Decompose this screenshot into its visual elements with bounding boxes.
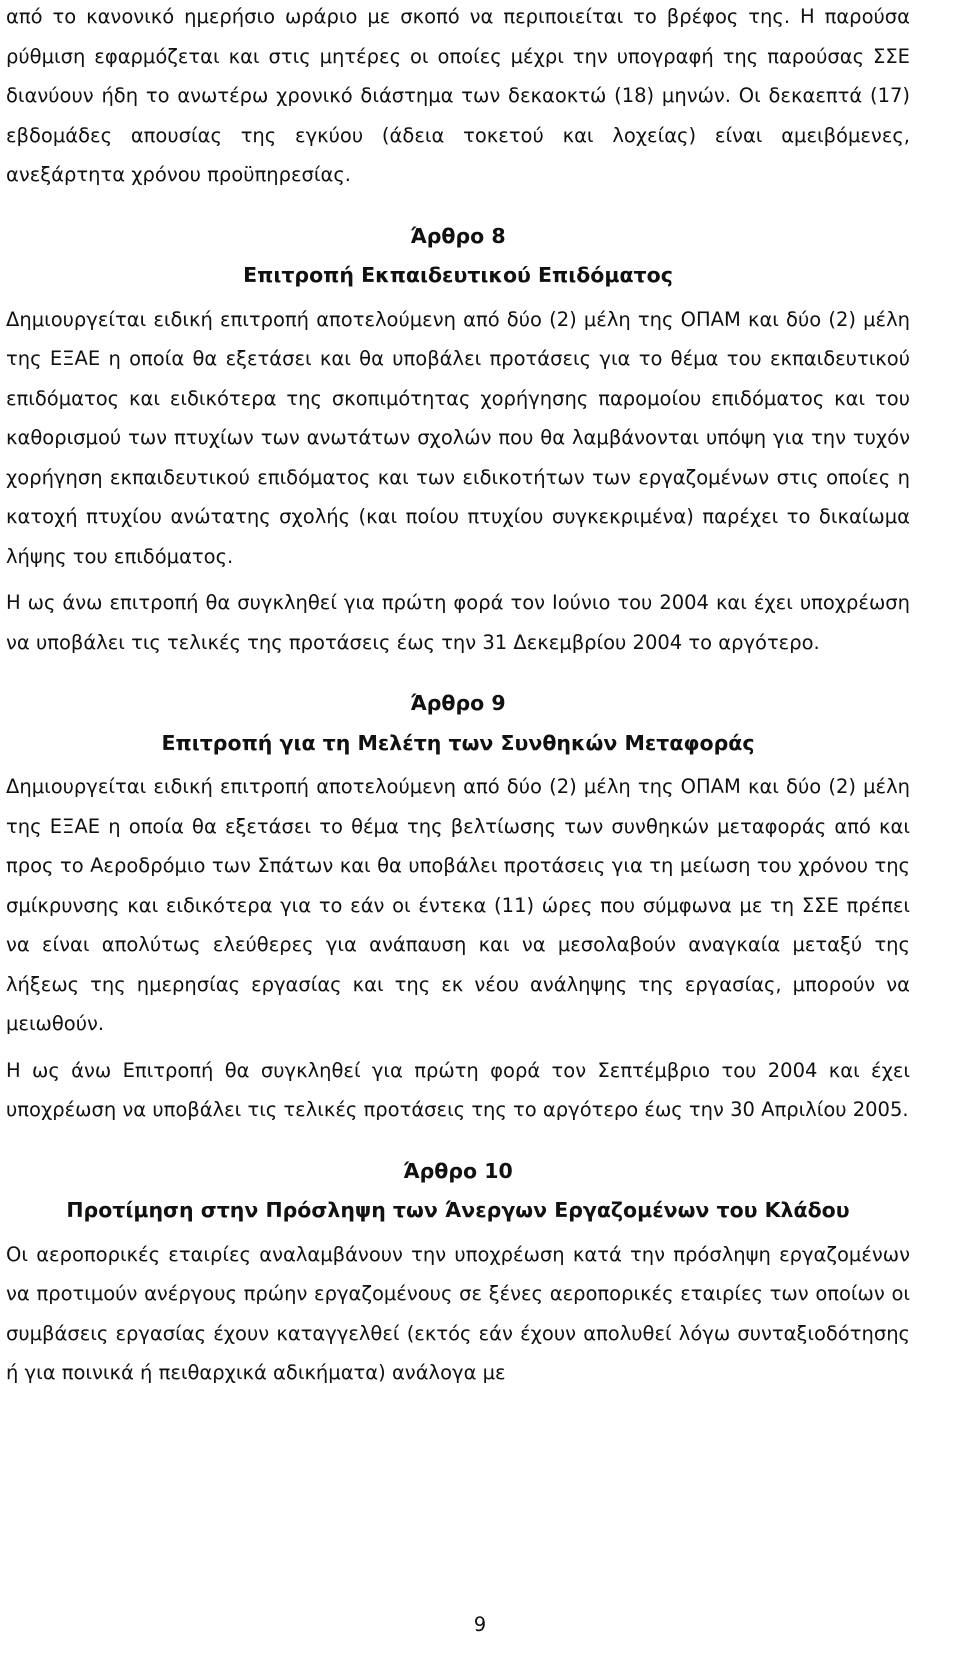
article-10 — [6, 1152, 910, 1393]
article-8-number: Άρθρο 8 — [410, 223, 506, 248]
article-8-paragraph-1: Δημιουργείται ειδική επιτροπή αποτελούμενη από δύο (2) μέλη της ΟΠΑΜ και δύο (2) μέλη της ΕΞΑΕ η οποία θα εξετάσει και θα υποβάλει προτάσεις για το θέμα του εκπαιδευτικού επιδόματος και ειδικότερα της σκοπιμότητας χορήγησης παρομοίου επιδόματος και του καθορισμού των πτυχίων των ανωτάτων σχολών που θα λαμβάνονται υπόψη για την τυχόν χορήγηση εκπαιδευτικού επιδόματος και των ειδικοτήτων των εργαζομένων στις οποίες η κατοχή πτυχίου ανώτατης σχολής (και ποίου πτυχίου συγκεκριμένα) παρέχει το δικαίωμα λήψης του επιδόματος. — [6, 307, 910, 568]
article-8-title: Επιτροπή Εκπαιδευτικού Επιδόματος — [243, 263, 673, 287]
article-10-number: Άρθρο 10 — [403, 1158, 513, 1183]
article-10-paragraph-1: Οι αεροπορικές εταιρίες αναλαμβάνουν την υποχρέωση κατά την πρόσληψη εργαζομένων να προτιμούν ανέργους πρώην εργαζομένους σε ξένες αεροπορικές εταιρίες των οποίων οι συμβάσεις εργασίας έχουν καταγγελθεί (εκτός εάν έχουν απολυθεί λόγω συνταξιοδότησης ή για ποινικά ή πειθαρχικά αδικήματα) ανάλογα με — [6, 1242, 910, 1384]
article-8-paragraph-2: Η ως άνω επιτροπή θα συγκληθεί για πρώτη φορά τον Ιούνιο του 2004 και έχει υποχρέωση να υποβάλει τις τελικές της προτάσεις έως την 31 Δεκεμβρίου 2004 το αργότερο. — [6, 591, 910, 654]
article-9 — [6, 684, 910, 1130]
article-8 — [6, 217, 910, 663]
intro-paragraph: από το κανονικό ημερήσιο ωράριο με σκοπό να περιποιείται το βρέφος της. Η παρούσα ρύθμιση εφαρμόζεται και στις μητέρες οι οποίες μέχρι την υπογραφή της παρούσας ΣΣΕ διανύουν ήδη το ανωτέρω χρονικό διάστημα των δεκαοκτώ (18) μηνών. Οι δεκαεπτά (17) εβδομάδες απουσίας της εγκύου (άδεια τοκετού και λοχείας) είναι αμειβόμενες, ανεξάρτητα χρόνου προϋπηρεσίας. — [6, 5, 910, 186]
article-10-title: Προτίμηση στην Πρόσληψη των Άνεργων Εργαζομένων του Κλάδου — [66, 1198, 850, 1222]
article-9-title: Επιτροπή για τη Μελέτη των Συνθηκών Μεταφοράς — [161, 730, 755, 755]
article-9-number: Άρθρο 9 — [410, 691, 506, 715]
page-number: 9 — [473, 1613, 487, 1636]
article-9-paragraph-1: Δημιουργείται ειδική επιτροπή αποτελούμενη από δύο (2) μέλη της ΟΠΑΜ και δύο (2) μέλη της ΕΞΑΕ η οποία θα εξετάσει το θέμα της βελτίωσης των συνθηκών μεταφοράς από και προς το Αεροδρόμιο των Σπάτων και θα υποβάλει προτάσεις για τη μείωση του χρόνου της σμίκρυνσης και ειδικότερα για το εάν οι έντεκα (11) ώρες που σύμφωνα με τη ΣΣΕ πρέπει να είναι απολύτως ελεύθερες για ανάπαυση και να μεσολαβούν αναγκαία μεταξύ της λήξεως της ημερησίας εργασίας και της εκ νέου ανάληψης της εργασίας, μπορούν να μειωθούν. — [6, 775, 910, 1035]
document-page — [6, 0, 910, 1393]
article-9-paragraph-2: Η ως άνω Επιτροπή θα συγκληθεί για πρώτη φορά τον Σεπτέμβριο του 2004 και έχει υποχρέωση να υποβάλει τις τελικές προτάσεις της το αργότερο έως την 30 Απριλίου 2005. — [6, 1058, 910, 1121]
